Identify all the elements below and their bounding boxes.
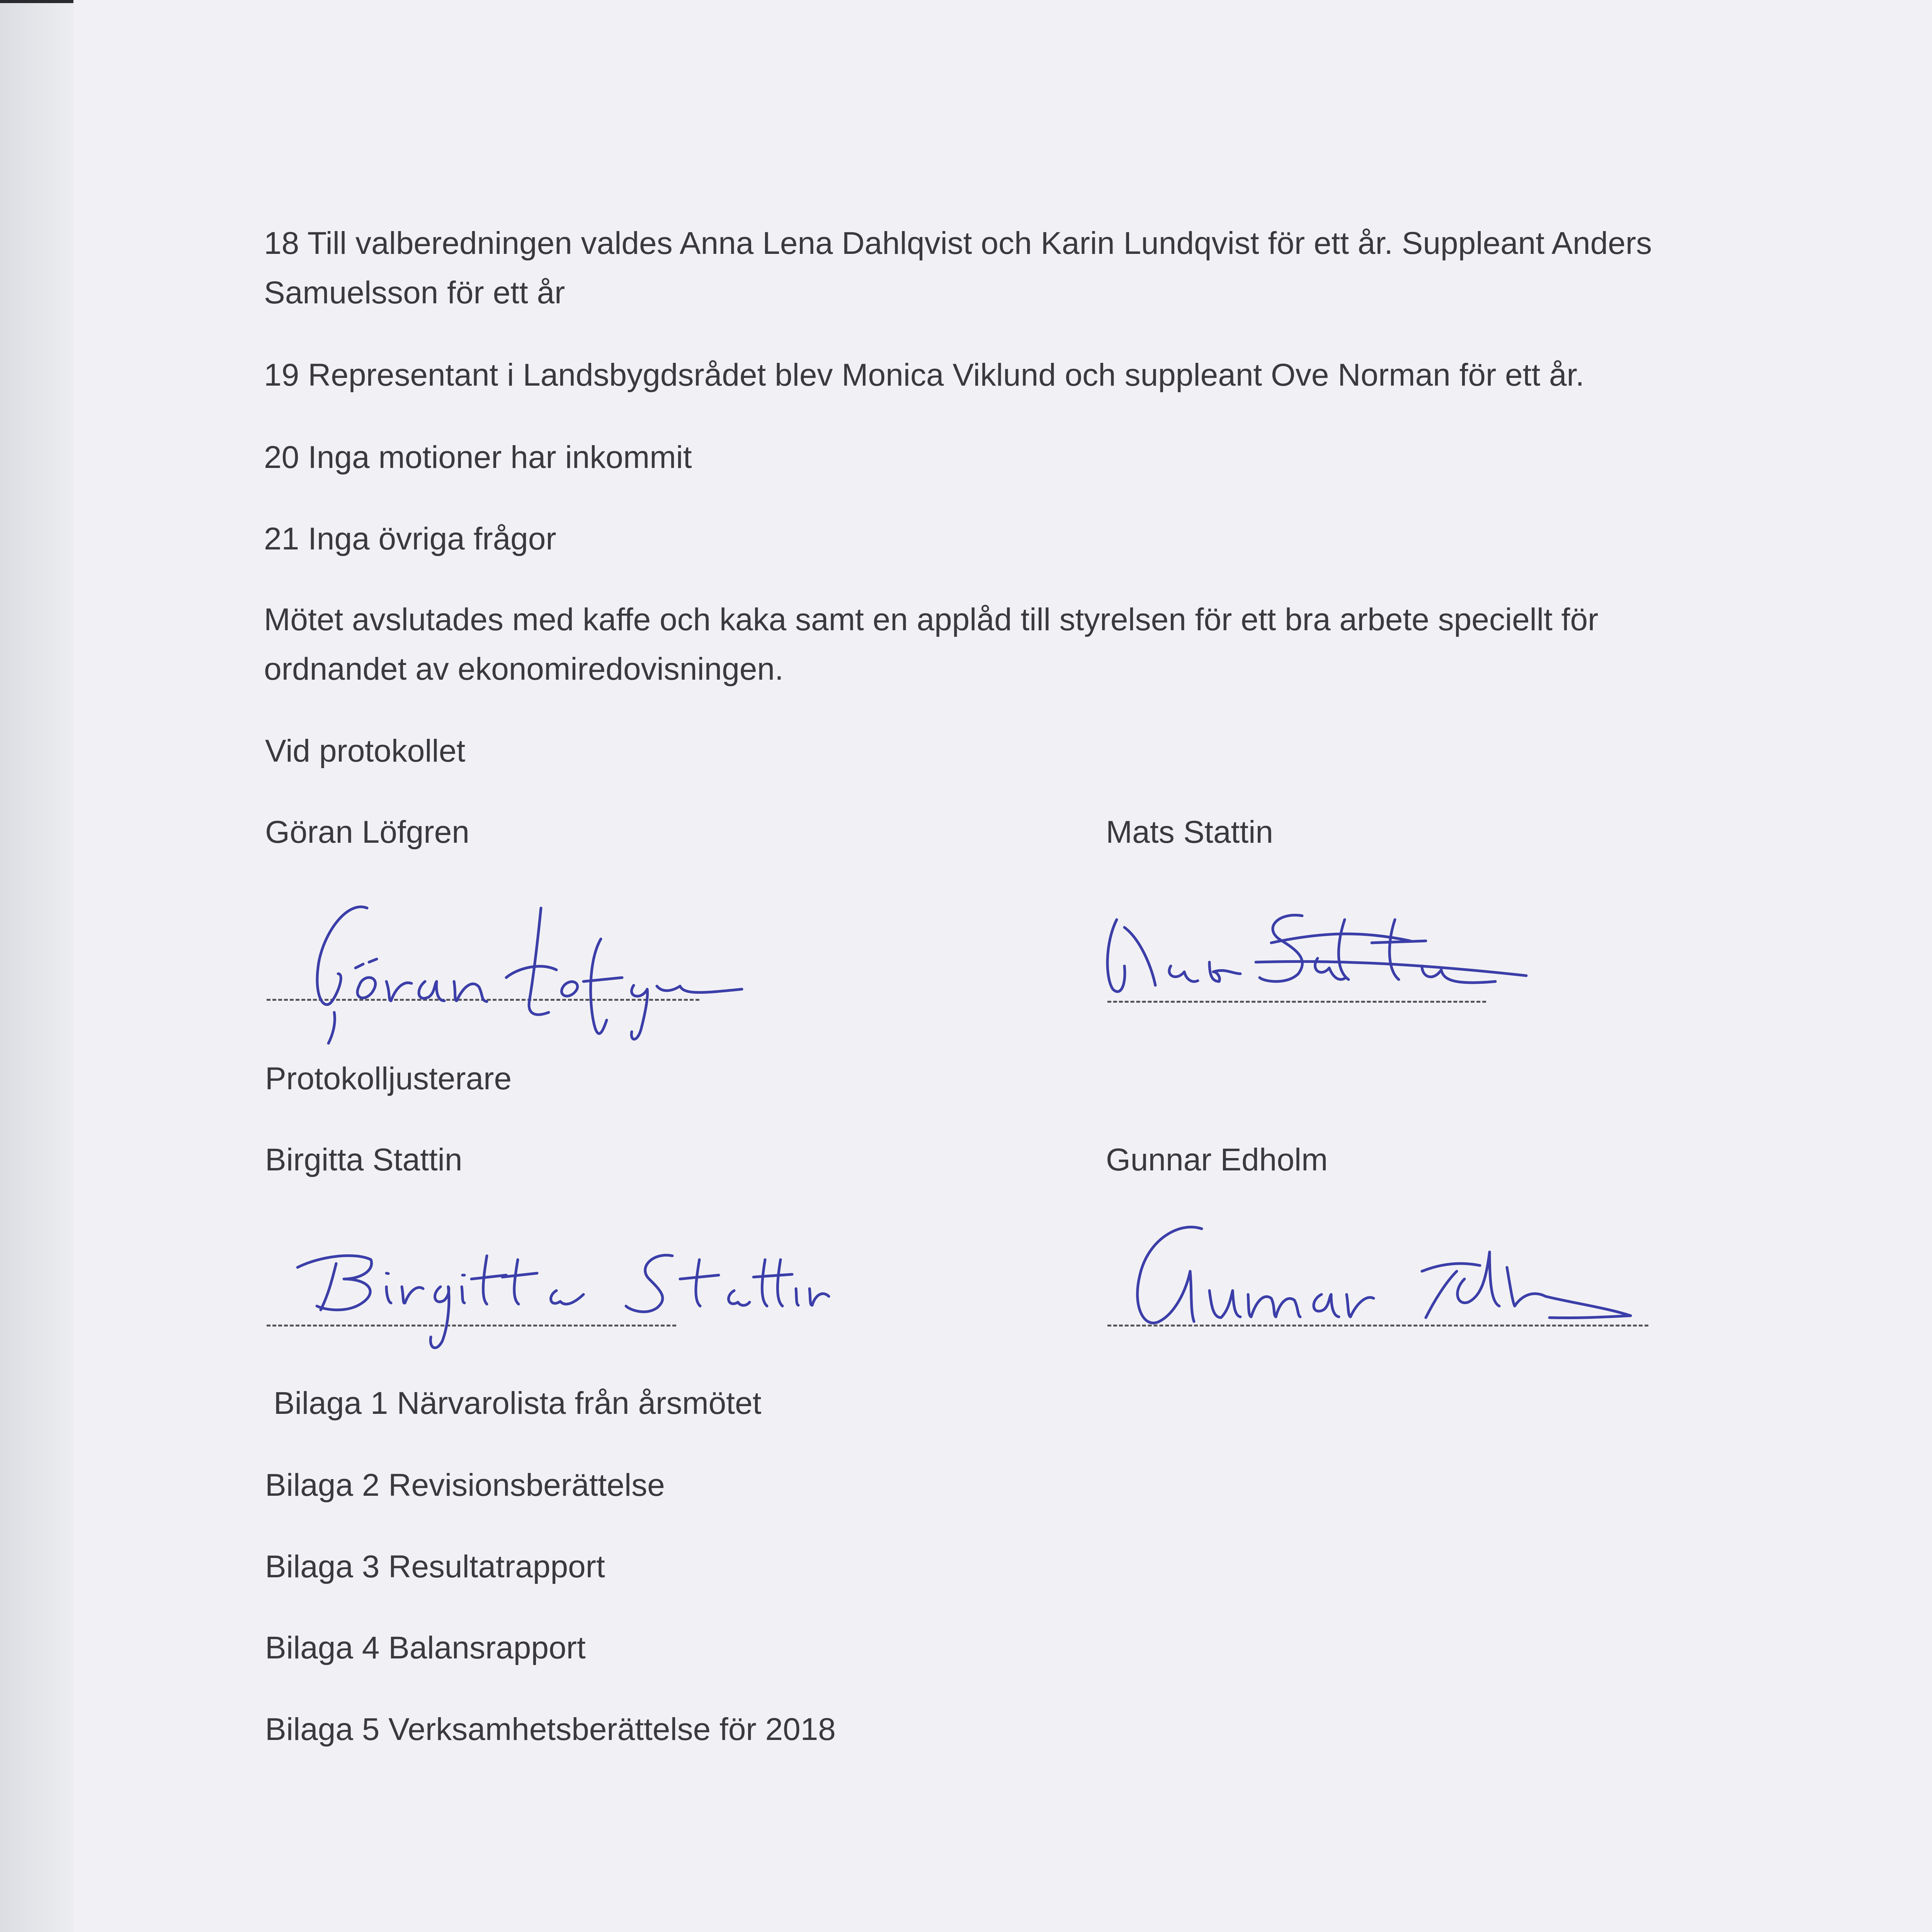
attachment-2: Bilaga 2 Revisionsberättelse [265,1468,665,1503]
paragraph-18-line-2: Samuelsson för ett år [264,275,565,310]
paragraph-21: 21 Inga övriga frågor [264,521,556,556]
closing-paragraph-line-1: Mötet avslutades med kaffe och kaka samt en applåd till styrelsen för ett bra arbete speciellt för [264,602,1599,637]
signature-gunnar-edholm [1124,1213,1658,1345]
paragraph-19: 19 Representant i Landsbygdsrådet blev Monica Viklund och suppleant Ove Norman för ett år. [264,357,1585,393]
protocol-adjusters-heading: Protokolljusterare [265,1061,512,1096]
secretary-name: Göran Löfgren [265,815,469,850]
attachment-3: Bilaga 3 Resultatrapport [265,1549,605,1584]
signature-birgitta-stattin [290,1236,831,1352]
adjuster-1-name: Birgitta Stattin [265,1142,463,1177]
vid-protokollet-label: Vid protokollet [265,733,466,769]
scan-corner-mark [0,0,73,3]
scan-border-left [0,0,73,1932]
adjuster-2-name: Gunnar Edholm [1106,1142,1328,1177]
signature-mats-stattin [1094,889,1530,1012]
paragraph-20: 20 Inga motioner har inkommit [264,440,692,475]
chair-name: Mats Stattin [1106,815,1273,850]
signature-goran-lofgren [301,885,746,1047]
closing-paragraph-line-2: ordnandet av ekonomiredovisningen. [264,651,784,687]
attachment-4: Bilaga 4 Balansrapport [265,1630,586,1665]
attachment-1: Bilaga 1 Närvarolista från årsmötet [274,1386,762,1421]
attachment-5: Bilaga 5 Verksamhetsberättelse för 2018 [265,1712,836,1747]
paragraph-18-line-1: 18 Till valberedningen valdes Anna Lena Dahlqvist och Karin Lundqvist för ett år. Suppleant Anders [264,226,1652,261]
